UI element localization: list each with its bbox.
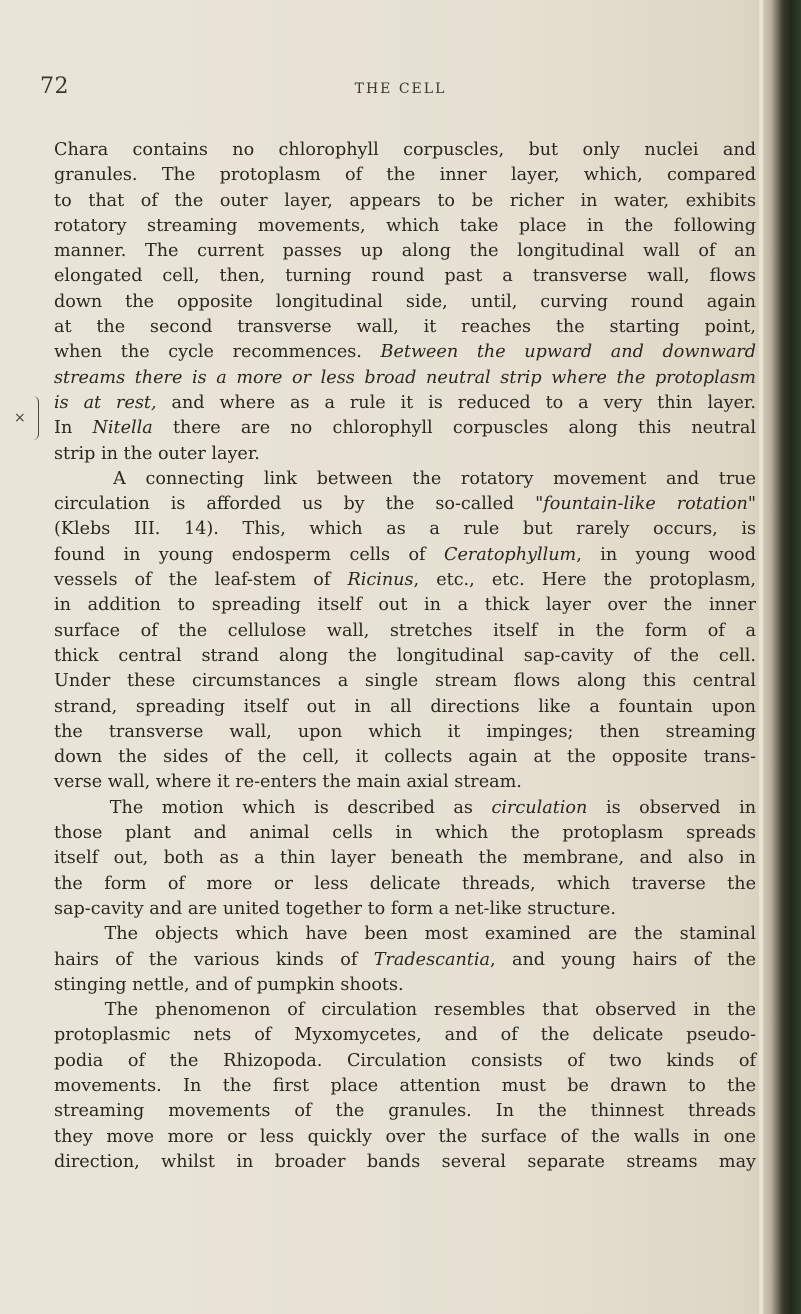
text-line: surface of the cellulose wall, stretches itself in the form of a [54, 620, 756, 641]
text-line: The objects which have been most examined are the staminal [104, 924, 757, 945]
page-edge [759, 0, 763, 1314]
text-line: strip in the outer layer. [54, 443, 260, 464]
text-line: the transverse wall, upon which it impinges; then streaming [54, 721, 756, 742]
text-line: found in young endosperm cells of Ceratophyllum, in young wood [54, 544, 757, 565]
italic-text: Ricinus [347, 570, 414, 591]
italic-text: fountain-like rotation [543, 494, 748, 515]
book-spine [761, 0, 801, 1314]
page-number: 72 [40, 74, 69, 99]
text-line: the form of more or less delicate threads, which traverse the [54, 873, 756, 894]
text-line: they move more or less quickly over the surface of the walls in one [54, 1126, 756, 1147]
italic-text: Between the upward and downward [380, 342, 756, 363]
italic-text: Ceratophyllum [444, 544, 577, 565]
text-line: verse wall, where it re-enters the main axial stream. [54, 772, 522, 793]
text-line: A connecting link between the rotatory movement and true [113, 468, 756, 489]
text-line: in addition to spreading itself out in a thick layer over the inner [54, 595, 756, 616]
text-line: The motion which is described as circulation is observed in [109, 797, 757, 818]
margin-x-mark: × [14, 410, 26, 426]
text-line: The phenomenon of circulation resembles that observed in the [104, 1000, 756, 1021]
text-line: thick central strand along the longitudinal sap-cavity of the cell. [54, 645, 756, 666]
text-line: granules. The protoplasm of the inner layer, which, compared [54, 165, 756, 186]
text-line: stinging nettle, and of pumpkin shoots. [54, 974, 404, 995]
text-line: elongated cell, then, turning round past a transverse wall, flows [54, 266, 756, 287]
text-line: those plant and animal cells in which the protoplasm spreads [54, 823, 756, 844]
margin-bracket [30, 396, 39, 440]
text-line: strand, spreading itself out in all directions like a fountain upon [54, 696, 756, 717]
text-line: protoplasmic nets of Myxomycetes, and of the delicate pseudo- [54, 1025, 756, 1046]
text-line: hairs of the various kinds of Tradescantia, and young hairs of the [54, 949, 757, 970]
text-line: at the second transverse wall, it reaches the starting point, [54, 317, 756, 338]
italic-text: circulation [491, 797, 588, 818]
body-text [54, 138, 756, 1175]
text-line: itself out, both as a thin layer beneath the membrane, and also in [54, 848, 756, 869]
text-line: rotatory streaming movements, which take place in the following [54, 215, 756, 236]
text-line: movements. In the first place attention must be drawn to the [54, 1075, 756, 1096]
text-line: streaming movements of the granules. In the thinnest threads [54, 1101, 756, 1122]
text-line: manner. The current passes up along the longitudinal wall of an [54, 241, 756, 262]
text-line: (Klebs III. 14). This, which as a rule but rarely occurs, is [54, 519, 756, 540]
text-line: is at rest, and where as a rule it is reduced to a very thin layer. [54, 392, 756, 413]
text-line [54, 366, 756, 391]
text-line: when the cycle recommences. Between the upward and downward [54, 342, 756, 363]
text-line: direction, whilst in broader bands several separate streams may [54, 1151, 756, 1172]
text-line: sap-cavity and are united together to form a net-like structure. [54, 898, 616, 919]
text-line: vessels of the leaf-stem of Ricinus, etc., etc. Here the protoplasm, [54, 570, 756, 591]
italic-text: is at rest, [54, 392, 157, 413]
text-line: Chara contains no chlorophyll corpuscles, but only nuclei and [54, 140, 756, 160]
text-line: Under these circumstances a single stream flows along this central [54, 671, 756, 692]
italic-text: Nitella [92, 418, 153, 439]
italic-text: streams there is a more or less broad neutral strip where the protoplasm [54, 367, 756, 388]
text-line: In Nitella there are no chlorophyll corpuscles along this neutral [54, 418, 756, 439]
text-line: to that of the outer layer, appears to be richer in water, exhibits [54, 190, 756, 211]
text-line: down the opposite longitudinal side, until, curving round again [54, 291, 756, 312]
running-head: THE CELL [354, 81, 447, 97]
text-line: down the sides of the cell, it collects again at the opposite trans- [54, 747, 756, 768]
text-line: podia of the Rhizopoda. Circulation consists of two kinds of [54, 1050, 756, 1071]
italic-text: Tradescantia [373, 949, 490, 970]
text-line: circulation is afforded us by the so-called "fountain-like rotation" [54, 494, 756, 515]
